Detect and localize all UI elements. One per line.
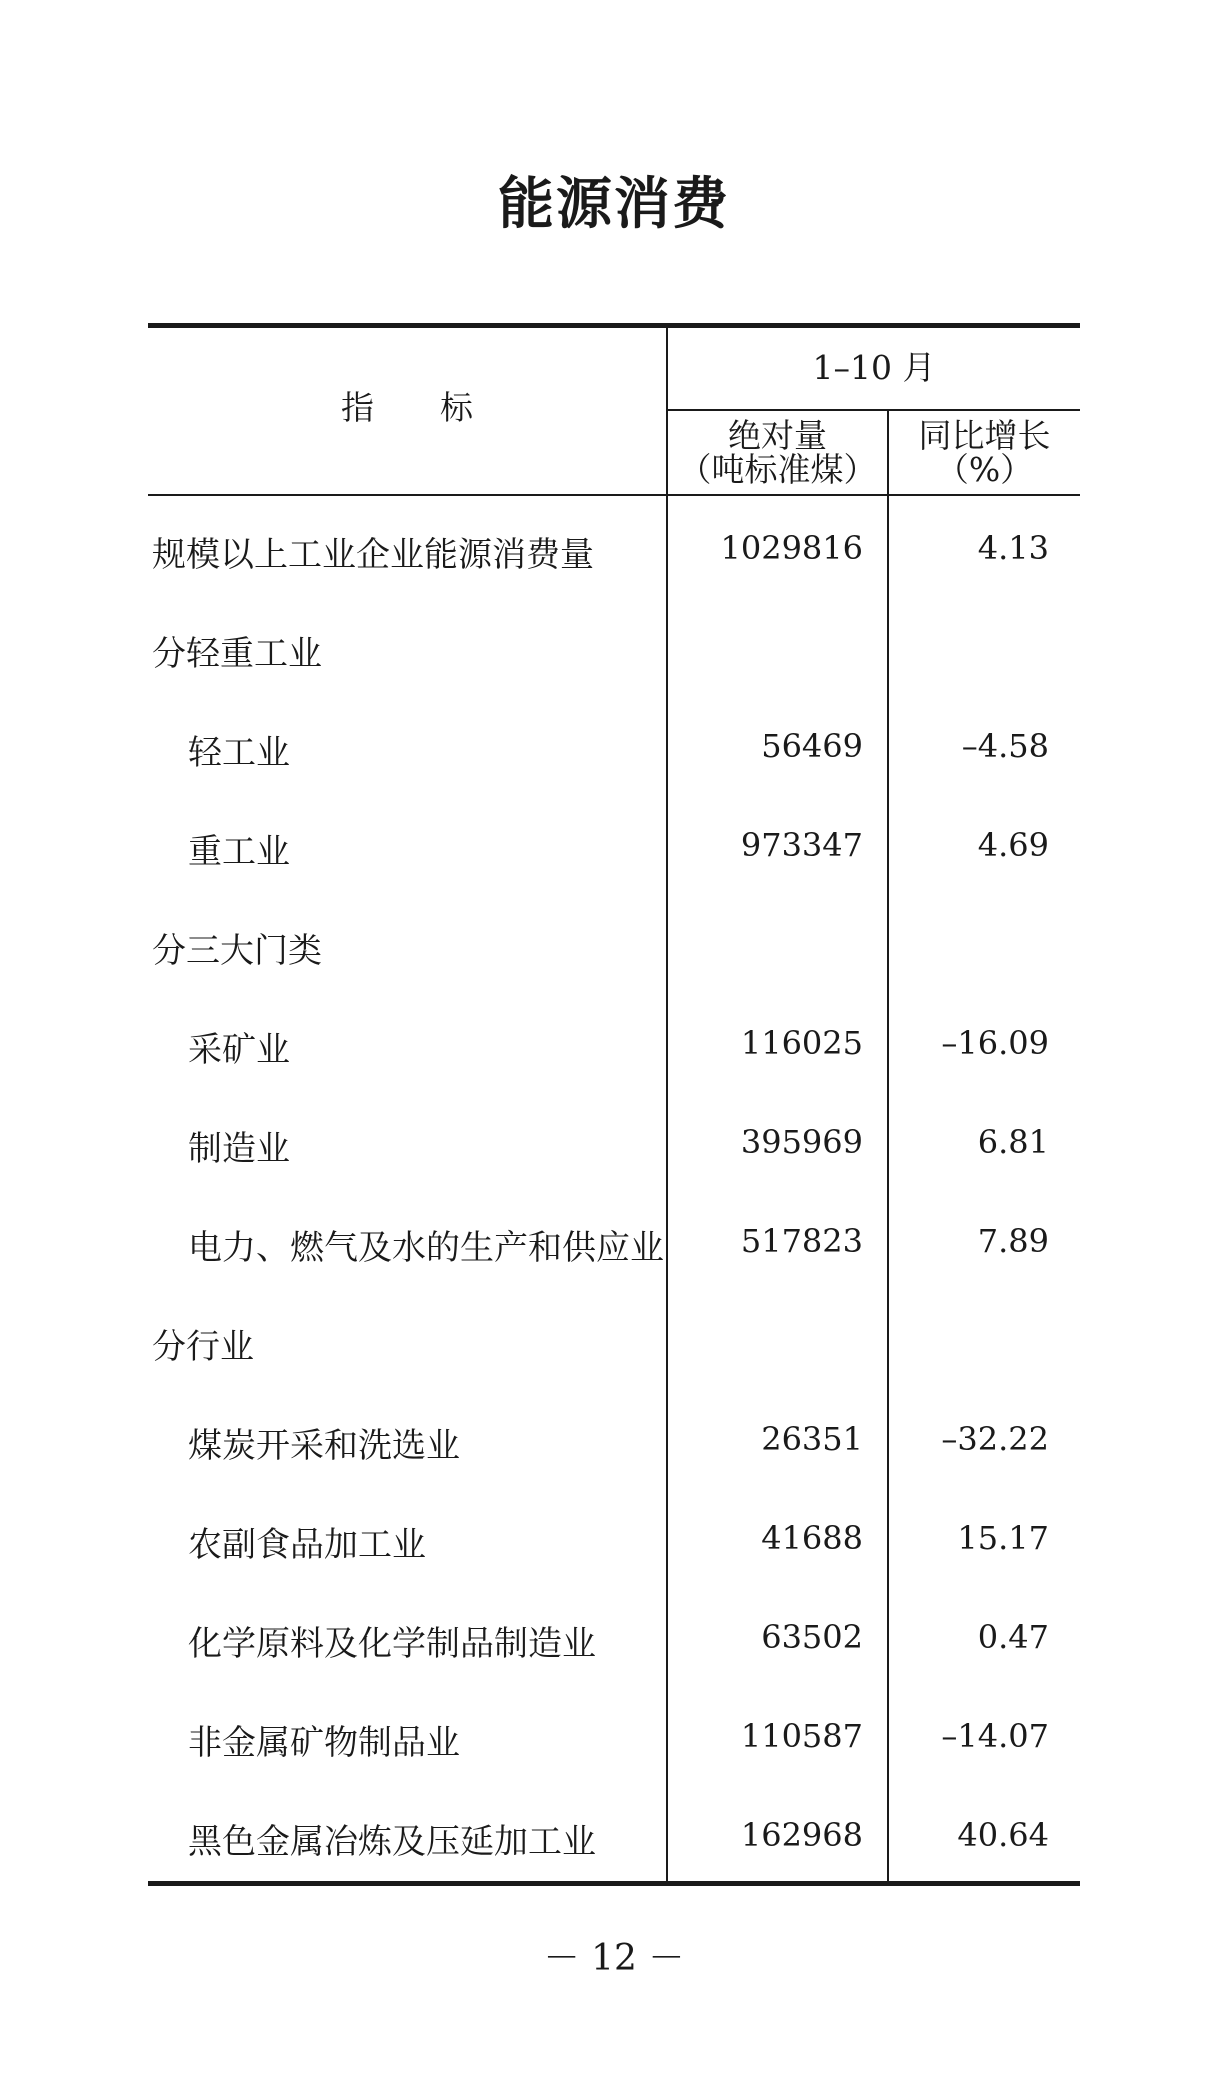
- row-value: 56469: [761, 727, 863, 765]
- row-yoy: 4.13: [977, 529, 1049, 567]
- row-label: 化学原料及化学制品制造业: [188, 1624, 596, 1664]
- header-mid-rule: [668, 409, 1080, 411]
- table-bottom-rule: [148, 1881, 1080, 1886]
- row-value: 41688: [761, 1519, 863, 1557]
- row-label: 分行业: [152, 1327, 254, 1367]
- page-title: 能源消费: [498, 172, 730, 237]
- row-value: 1029816: [720, 529, 863, 567]
- row-label: 分轻重工业: [152, 634, 322, 674]
- row-yoy: –32.22: [941, 1420, 1049, 1458]
- row-value: 517823: [740, 1222, 863, 1260]
- row-value: 63502: [761, 1618, 863, 1656]
- header-yoy-line2: （%）: [935, 450, 1034, 489]
- page-number: － 12 －: [543, 1938, 685, 1979]
- header-period: 1–10 月: [812, 348, 936, 387]
- row-yoy: 6.81: [977, 1123, 1049, 1161]
- row-label: 制造业: [188, 1129, 290, 1169]
- row-yoy: 0.47: [977, 1618, 1049, 1656]
- row-label: 规模以上工业企业能源消费量: [152, 535, 594, 575]
- row-label: 轻工业: [188, 733, 290, 773]
- row-yoy: –14.07: [941, 1717, 1049, 1755]
- row-value: 395969: [740, 1123, 863, 1161]
- row-label: 电力、燃气及水的生产和供应业: [188, 1228, 664, 1268]
- row-label: 采矿业: [188, 1030, 290, 1070]
- row-yoy: –16.09: [941, 1024, 1049, 1062]
- row-label: 农副食品加工业: [188, 1525, 426, 1565]
- row-value: 162968: [740, 1816, 863, 1854]
- header-absolute-line2: （吨标准煤）: [678, 450, 877, 489]
- row-label: 分三大门类: [152, 931, 322, 971]
- row-label: 非金属矿物制品业: [188, 1723, 460, 1763]
- row-label: 重工业: [188, 832, 290, 872]
- row-yoy: 4.69: [977, 826, 1049, 864]
- row-value: 110587: [740, 1717, 863, 1755]
- row-yoy: 15.17: [957, 1519, 1049, 1557]
- header-indicator: 指 标: [341, 388, 473, 427]
- row-value: 973347: [740, 826, 863, 864]
- row-label: 煤炭开采和洗选业: [188, 1426, 460, 1466]
- row-yoy: 40.64: [957, 1816, 1049, 1854]
- row-yoy: 7.89: [977, 1222, 1049, 1260]
- header-absolute-line1: 绝对量: [728, 416, 827, 455]
- row-label: 黑色金属冶炼及压延加工业: [188, 1822, 596, 1862]
- table-top-rule: [148, 323, 1080, 328]
- row-value: 116025: [740, 1024, 863, 1062]
- header-yoy-line1: 同比增长: [918, 416, 1051, 455]
- header-bottom-rule: [148, 494, 1080, 496]
- row-yoy: –4.58: [961, 727, 1049, 765]
- row-value: 26351: [761, 1420, 863, 1458]
